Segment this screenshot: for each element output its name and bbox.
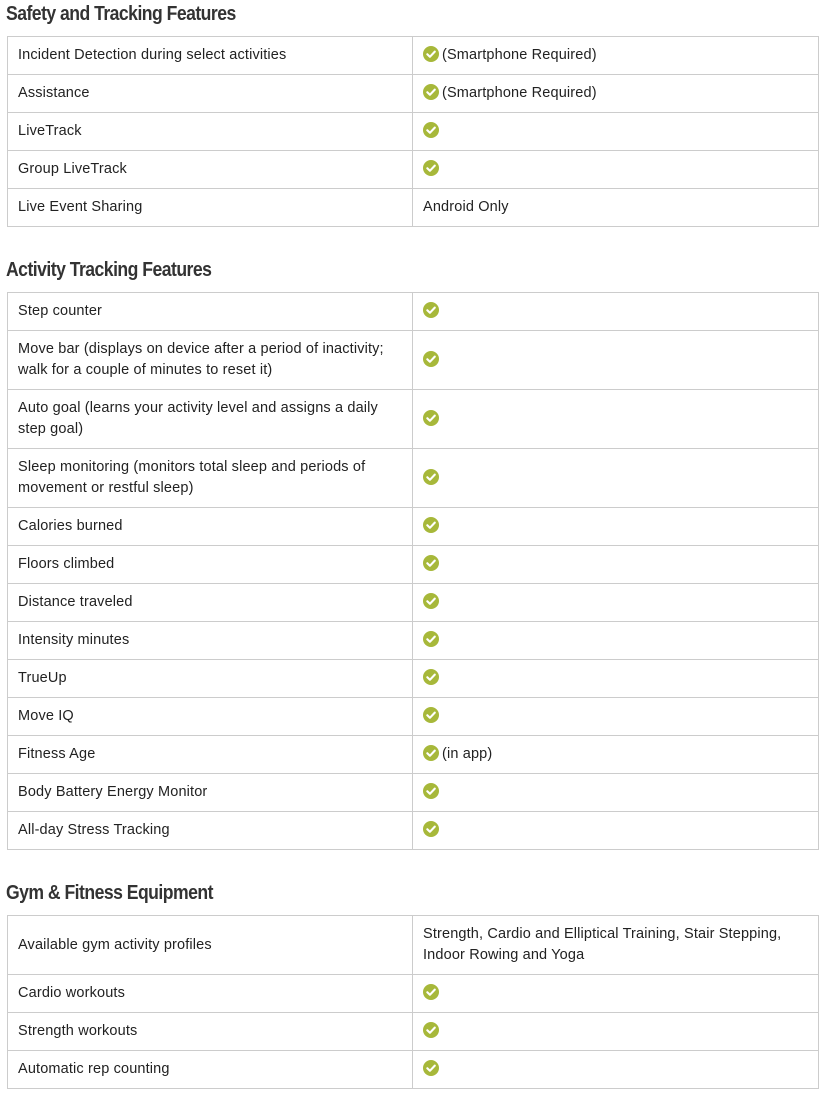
- feature-value: [413, 75, 819, 113]
- check-circle-icon: [423, 46, 439, 62]
- check-circle-icon: [423, 783, 439, 799]
- feature-row: [8, 189, 819, 227]
- feature-value: [413, 331, 819, 390]
- spec-table: [7, 915, 819, 1089]
- spec-table: [7, 292, 819, 850]
- feature-row: [8, 151, 819, 189]
- feature-label: Step counter: [8, 293, 413, 331]
- feature-value: [413, 508, 819, 546]
- check-circle-icon: [423, 122, 439, 138]
- feature-row: [8, 812, 819, 850]
- check-circle-icon: [423, 84, 439, 100]
- feature-label: LiveTrack: [8, 113, 413, 151]
- feature-value: [413, 916, 819, 975]
- check-circle-icon: [423, 302, 439, 318]
- feature-value: [413, 975, 819, 1013]
- feature-row: [8, 774, 819, 812]
- feature-label: Distance traveled: [8, 584, 413, 622]
- feature-value: [413, 736, 819, 774]
- check-circle-icon: [423, 669, 439, 685]
- feature-label: Floors climbed: [8, 546, 413, 584]
- feature-value: [413, 698, 819, 736]
- feature-row: [8, 546, 819, 584]
- check-circle-icon: [423, 984, 439, 1000]
- feature-label: Group LiveTrack: [8, 151, 413, 189]
- feature-label: Move bar (displays on device after a period of inactivity; walk for a couple of minutes to reset it): [8, 331, 413, 390]
- check-circle-icon: [423, 707, 439, 723]
- check-circle-icon: [423, 593, 439, 609]
- feature-value: [413, 113, 819, 151]
- feature-value: [413, 293, 819, 331]
- feature-row: [8, 508, 819, 546]
- check-circle-icon: [423, 821, 439, 837]
- feature-label: All-day Stress Tracking: [8, 812, 413, 850]
- feature-value: [413, 189, 819, 227]
- check-circle-icon: [423, 160, 439, 176]
- feature-row: [8, 916, 819, 975]
- feature-label: Incident Detection during select activities: [8, 37, 413, 75]
- feature-row: [8, 331, 819, 390]
- feature-label: Cardio workouts: [8, 975, 413, 1013]
- feature-value: [413, 546, 819, 584]
- feature-row: [8, 975, 819, 1013]
- feature-row: [8, 1013, 819, 1051]
- feature-row: [8, 622, 819, 660]
- check-circle-icon: [423, 469, 439, 485]
- check-circle-icon: [423, 410, 439, 426]
- feature-note: (Smartphone Required): [442, 85, 597, 101]
- feature-label: Live Event Sharing: [8, 189, 413, 227]
- feature-row: [8, 293, 819, 331]
- feature-value: [413, 37, 819, 75]
- feature-value: [413, 151, 819, 189]
- feature-note: (Smartphone Required): [442, 47, 597, 63]
- check-circle-icon: [423, 631, 439, 647]
- check-circle-icon: [423, 555, 439, 571]
- check-circle-icon: [423, 351, 439, 367]
- feature-row: [8, 1051, 819, 1089]
- feature-value: [413, 660, 819, 698]
- feature-label: Calories burned: [8, 508, 413, 546]
- feature-row: [8, 37, 819, 75]
- feature-value: [413, 584, 819, 622]
- feature-label: Body Battery Energy Monitor: [8, 774, 413, 812]
- feature-value: [413, 390, 819, 449]
- feature-row: [8, 698, 819, 736]
- feature-row: [8, 390, 819, 449]
- feature-label: Assistance: [8, 75, 413, 113]
- feature-value: [413, 1013, 819, 1051]
- feature-value: [413, 774, 819, 812]
- feature-row: [8, 75, 819, 113]
- feature-label: Available gym activity profiles: [8, 916, 413, 975]
- feature-row: [8, 736, 819, 774]
- feature-note: Strength, Cardio and Elliptical Training, Stair Stepping, Indoor Rowing and Yoga: [423, 926, 782, 963]
- feature-value: [413, 1051, 819, 1089]
- section-title: Activity Tracking Features: [6, 259, 212, 281]
- section-title: Gym & Fitness Equipment: [6, 882, 213, 904]
- feature-label: Sleep monitoring (monitors total sleep and periods of movement or restful sleep): [8, 449, 413, 508]
- feature-label: Move IQ: [8, 698, 413, 736]
- feature-value: [413, 812, 819, 850]
- feature-row: [8, 584, 819, 622]
- check-circle-icon: [423, 517, 439, 533]
- feature-label: Strength workouts: [8, 1013, 413, 1051]
- feature-value: [413, 449, 819, 508]
- feature-label: Automatic rep counting: [8, 1051, 413, 1089]
- feature-note: Android Only: [423, 199, 509, 215]
- feature-label: Fitness Age: [8, 736, 413, 774]
- section-title: Safety and Tracking Features: [6, 3, 236, 25]
- feature-row: [8, 660, 819, 698]
- check-circle-icon: [423, 1022, 439, 1038]
- feature-row: [8, 449, 819, 508]
- feature-label: Auto goal (learns your activity level and assigns a daily step goal): [8, 390, 413, 449]
- feature-label: Intensity minutes: [8, 622, 413, 660]
- feature-value: [413, 622, 819, 660]
- feature-note: (in app): [442, 746, 493, 762]
- feature-label: TrueUp: [8, 660, 413, 698]
- check-circle-icon: [423, 1060, 439, 1076]
- spec-table: [7, 36, 819, 227]
- check-circle-icon: [423, 745, 439, 761]
- feature-row: [8, 113, 819, 151]
